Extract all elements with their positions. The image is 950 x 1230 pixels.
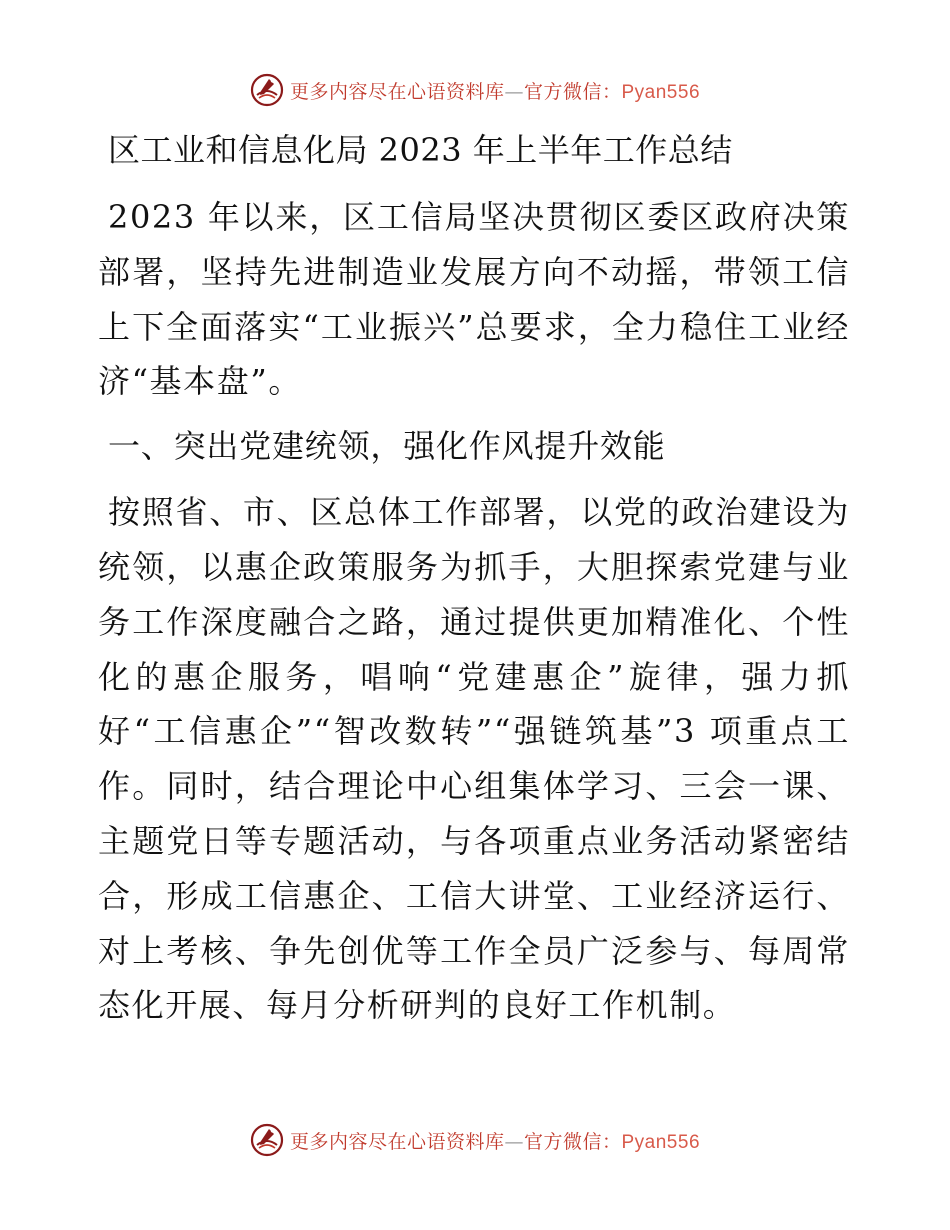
book-pen-logo-icon (250, 1123, 284, 1157)
intro-paragraph: 2023 年以来，区工信局坚决贯彻区委区政府决策部署，坚持先进制造业发展方向不动摇，带领工信上下全面落实“工业振兴”总要求，全力稳住工业经济“基本盘”。 (98, 198, 850, 401)
section-heading-1: 一、突出党建统领，强化作风提升效能 (108, 427, 666, 466)
watermark-banner-top (0, 70, 950, 110)
book-pen-logo-icon (250, 73, 284, 107)
document-page (98, 120, 850, 1043)
watermark-banner-bottom (0, 1120, 950, 1160)
document-title: 区工业和信息化局 2023 年上半年工作总结 (108, 131, 733, 169)
section-1-paragraph: 按照省、市、区总体工作部署，以党的政治建设为统领，以惠企政策服务为抓手，大胆探索党建与业务工作深度融合之路，通过提供更加精准化、个性化的惠企服务，唱响“党建惠企”旋律，强力抓好“工信惠企”“智改数转”“强链筑基”3 项重点工作。同时，结合理论中心组集体学习、三会一课、主题党日等专题活动，与各项重点业务活动紧密结合，形成工信惠企、工信大讲堂、工业经济运行、对上考核、争先创优等工作全员广泛参与、每周常态化开展、每月分析研判的良好工作机制。 (98, 493, 850, 1025)
watermark-text: 更多内容尽在心语资料库—官方微信：Pyan556 (289, 1130, 701, 1153)
watermark-text: 更多内容尽在心语资料库—官方微信：Pyan556 (289, 80, 701, 103)
